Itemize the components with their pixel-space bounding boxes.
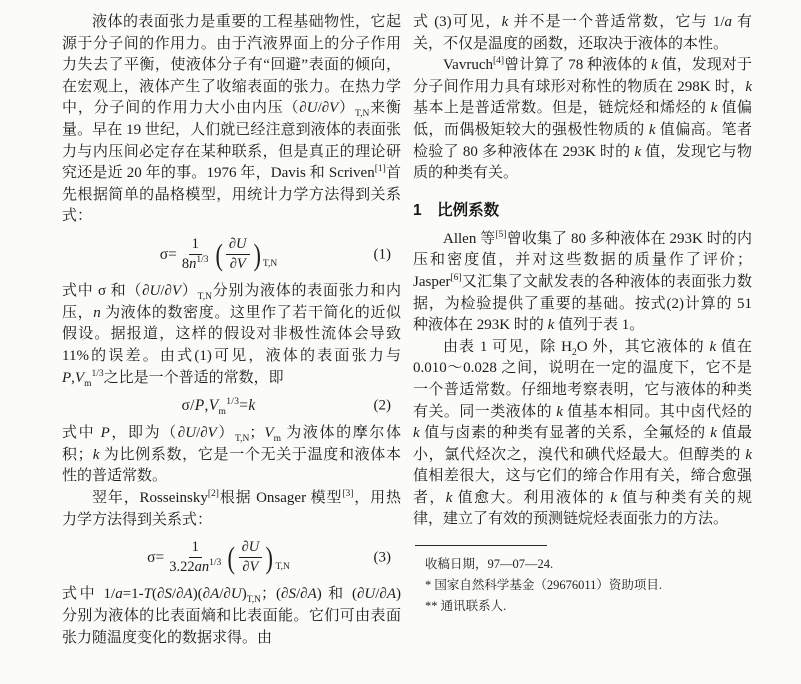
equation-number: (2) — [373, 397, 391, 414]
fraction-numerator: 1 — [189, 236, 202, 255]
fraction — [166, 539, 224, 576]
fraction-denominator: $3.22an^{1/3}$ — [169, 558, 222, 576]
right-column — [413, 12, 752, 649]
footnote-received-date: 收稿日期，97—07—24. — [425, 557, 554, 572]
fraction-denominator: $8n^{1/3}$ — [181, 255, 209, 273]
left-paren: ( — [214, 237, 223, 273]
equation-2 — [62, 395, 391, 418]
paragraph-intro: 液体的表面张力是重要的工程基础物性，它起源于分子间的作用力。由于汽液界面上的分子作用力失去了平衡，使液体分子有“回避”表面的倾向，在宏观上，液体产生了收缩表面的张力。在热力学中，分子间的作用力大小由内压$(\partial U/\partial V)_{T,N}$来衡量。早在 19 世纪，人们就已经注意到液体的表面张力与内压间必定存在某种联系，但是真正的理论研究还是近 20 年的事。1976 年，Davis 和 Scriven[1]首先根据简单的晶格模型，用统计力学方法得到关系式： — [62, 14, 401, 225]
paragraph-eq2-explain: 式中 P，即为$(\partial U/\partial V)_{T,N}$；$V_m$ 为液体的摩尔体积；k 为比例系数，它是一个无关于温度和液体本性的普适常数。 — [62, 425, 401, 485]
equation-2-body: $\sigma/P,V_m^{1/3}=k$ — [181, 396, 256, 418]
equation-1 — [62, 234, 391, 275]
paragraph-eq3-explain: 式中 $1/a=1-T(\partial S/\partial A)(\partial A/\partial U)_{T,N}$；(∂S/∂A) 和 (∂U/∂A) 分别为液体的比表面熵和比表面能。它们可由表面张力随温度变化的数据求得。由 — [62, 586, 402, 646]
paragraph-continuation: 式 (3)可见，k 并不是一个普适常数，它与 1/a 有关，不仅是温度的函数，还取决于液体的本性。 — [413, 14, 752, 52]
left-paren: ( — [227, 540, 236, 576]
equation-3 — [62, 537, 391, 578]
fraction-denominator: ∂V — [242, 559, 259, 576]
paragraph-table1-discussion: 由表 1 可见，除 $H_2O$ 外，其它液体的 k 值在 0.010～0.028 之间，说明在一定的温度下，它不是一个普适常数。仔细地考察表明，它与液体的种类有关。同一类液体的 k 值基本相同。其中卤代烃的 k 值与卤素的种类有显著的关系，全氟烃的 k 值最小，氯代烃次之，溴代和碘代烃最大。但醇类的 k 值相差很大，这与它们的缔合作用有关，缔合愈强者，k 值愈大。利用液体的 k 值与种类有关的规律，建立了有效的预测链烷烃表面张力的方法。 — [413, 338, 752, 528]
equation-number: (3) — [373, 549, 391, 566]
right-paren: ) — [265, 540, 274, 576]
paragraph-vavruch: Vavruch[4]曾计算了 78 种液体的 k 值，发现对于分子间作用力具有球形对称性的物质在 298K 时，k 基本上是普适常数。但是，链烷烃和烯烃的 k 值偏低，而偶极矩较大的强极性物质的 k 值偏高。笔者检验了 80 多种液体在 293K 时的 k 值，发现它与物质的种类有关。 — [413, 56, 752, 182]
fraction — [179, 236, 212, 273]
left-column — [62, 12, 401, 649]
fraction-numerator: ∂U — [226, 236, 250, 255]
footnote-funding: * 国家自然科学基金（29676011）资助项目. — [425, 578, 663, 593]
right-paren: ) — [252, 237, 261, 273]
paragraph-rosseinsky: 翌年，Rosseinsky[2]根据 Onsager 模型[3]，用热力学方法得到关系式： — [62, 488, 401, 528]
section-heading: 1 比例系数 — [413, 201, 500, 219]
partial-derivative-fraction — [226, 236, 250, 273]
equation-1-lhs: σ= — [159, 245, 177, 263]
footnotes — [413, 554, 752, 616]
paragraph-eq1-explain: 式中 σ 和$(\partial U/\partial V)_{T,N}$分别为液体的表面张力和内压，n 为液体的数密度。这里作了若干简化的近似假设。据报道，这样的假设对非极性流体会导致 11%的误差。由式(1)可见，液体的表面张力与 $P,V_m^{1/3}$之比是一个普适的常数，即 — [62, 283, 401, 389]
partial-derivative-fraction — [239, 539, 263, 576]
fraction-numerator: ∂U — [239, 539, 263, 558]
footnote-corresponding-author: ** 通讯联系人. — [425, 599, 507, 614]
fraction-denominator: ∂V — [229, 256, 246, 273]
equation-subscript: T,N — [275, 562, 290, 573]
paragraph-allen-jasper: Allen 等[5]曾收集了 80 多种液体在 293K 时的内压和密度值，并对这些数据的质量作了评价；Jasper[6]又汇集了文献发表的各种液体的表面张力数据，为检验提供了重要的基础。按式(2)计算的 51 种液体在 293K 时的 k 值列于表 1。 — [413, 229, 752, 334]
equation-subscript: T,N — [262, 259, 278, 270]
fraction-numerator: 1 — [189, 539, 202, 558]
equation-3-lhs: σ= — [147, 548, 165, 566]
equation-number: (1) — [373, 246, 391, 263]
footnote-divider — [415, 545, 547, 546]
